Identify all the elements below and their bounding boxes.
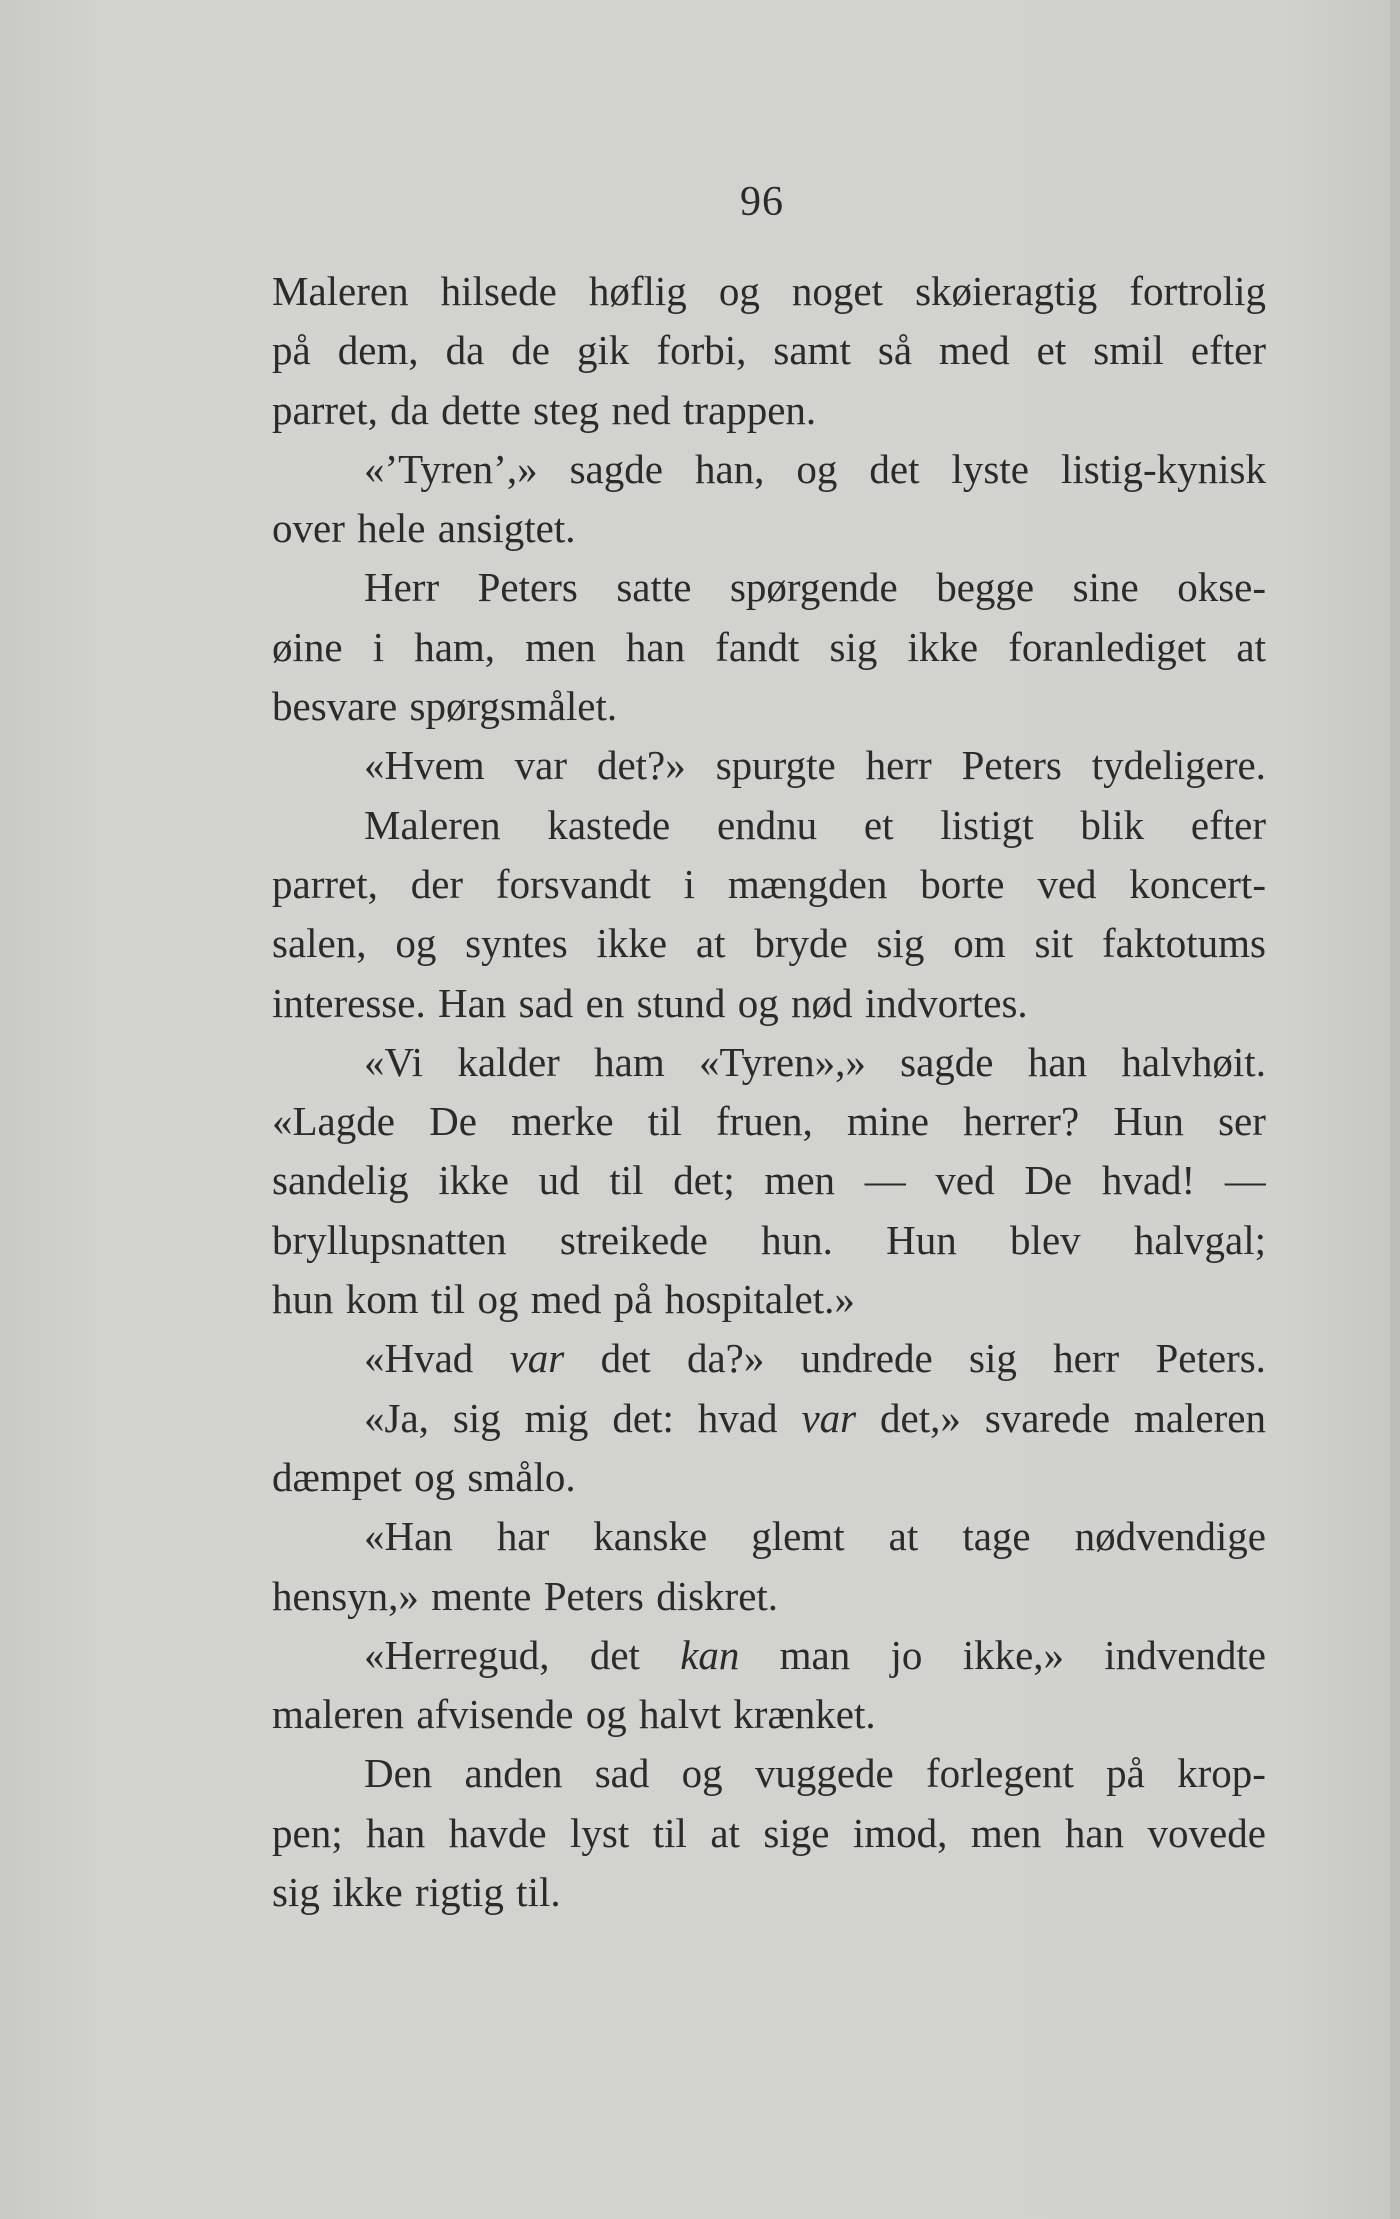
text-line: interesse. Han sad en stund og nød indvortes. xyxy=(272,979,1028,1026)
text-line: bryllupsnatten streikede hun. Hun blev halvgal; xyxy=(272,1216,1266,1263)
text-line: over hele ansigtet. xyxy=(272,505,576,552)
text-line: sig ikke rigtig til. xyxy=(272,1869,561,1916)
body-text xyxy=(272,262,1266,1922)
text-line: salen, og syntes ikke at bryde sig om sit faktotums xyxy=(272,920,1266,967)
text-line: på dem, da de gik forbi, samt så med et smil efter xyxy=(272,327,1266,374)
page-edge xyxy=(1390,0,1400,2219)
text-line: «Hvad var det da?» undrede sig herr Peters. xyxy=(364,1335,1266,1382)
text-line: «Herregud, det kan man jo ikke,» indvendte xyxy=(364,1631,1266,1678)
text-line: Herr Peters satte spørgende begge sine okse- xyxy=(364,564,1266,611)
text-line: «Ja, sig mig det: hvad var det,» svarede maleren xyxy=(364,1394,1266,1441)
text-line: besvare spørgsmålet. xyxy=(272,683,618,730)
text-line: hensyn,» mente Peters diskret. xyxy=(272,1572,779,1619)
page-number: 96 xyxy=(740,179,784,225)
text-line: maleren afvisende og halvt krænket. xyxy=(272,1691,876,1738)
text-line: sandelig ikke ud til det; men — ved De hvad! — xyxy=(272,1157,1266,1204)
text-line: Maleren hilsede høflig og noget skøieragtig fortrolig xyxy=(272,268,1266,314)
text-line: «Lagde De merke til fruen, mine herrer? Hun ser xyxy=(272,1098,1266,1145)
text-line: Den anden sad og vuggede forlegent på krop- xyxy=(364,1750,1266,1797)
text-line: pen; han havde lyst til at sige imod, men han vovede xyxy=(272,1809,1266,1856)
text-line: «’Tyren’,» sagde han, og det lyste listig-kynisk xyxy=(364,445,1266,492)
text-line: hun kom til og med på hospitalet.» xyxy=(272,1276,855,1323)
text-line: øine i ham, men han fandt sig ikke foranlediget at xyxy=(272,623,1266,670)
text-line: «Vi kalder ham «Tyren»,» sagde han halvhøit. xyxy=(364,1038,1266,1085)
text-line: «Han har kanske glemt at tage nødvendige xyxy=(364,1513,1266,1560)
text-line: dæmpet og smålo. xyxy=(272,1453,576,1500)
text-line: «Hvem var det?» spurgte herr Peters tydeligere. xyxy=(364,742,1266,789)
text-line: parret, da dette steg ned trappen. xyxy=(272,386,817,433)
text-line: parret, der forsvandt i mængden borte ved koncert- xyxy=(272,860,1266,907)
text-line: Maleren kastede endnu et listigt blik efter xyxy=(364,801,1266,848)
